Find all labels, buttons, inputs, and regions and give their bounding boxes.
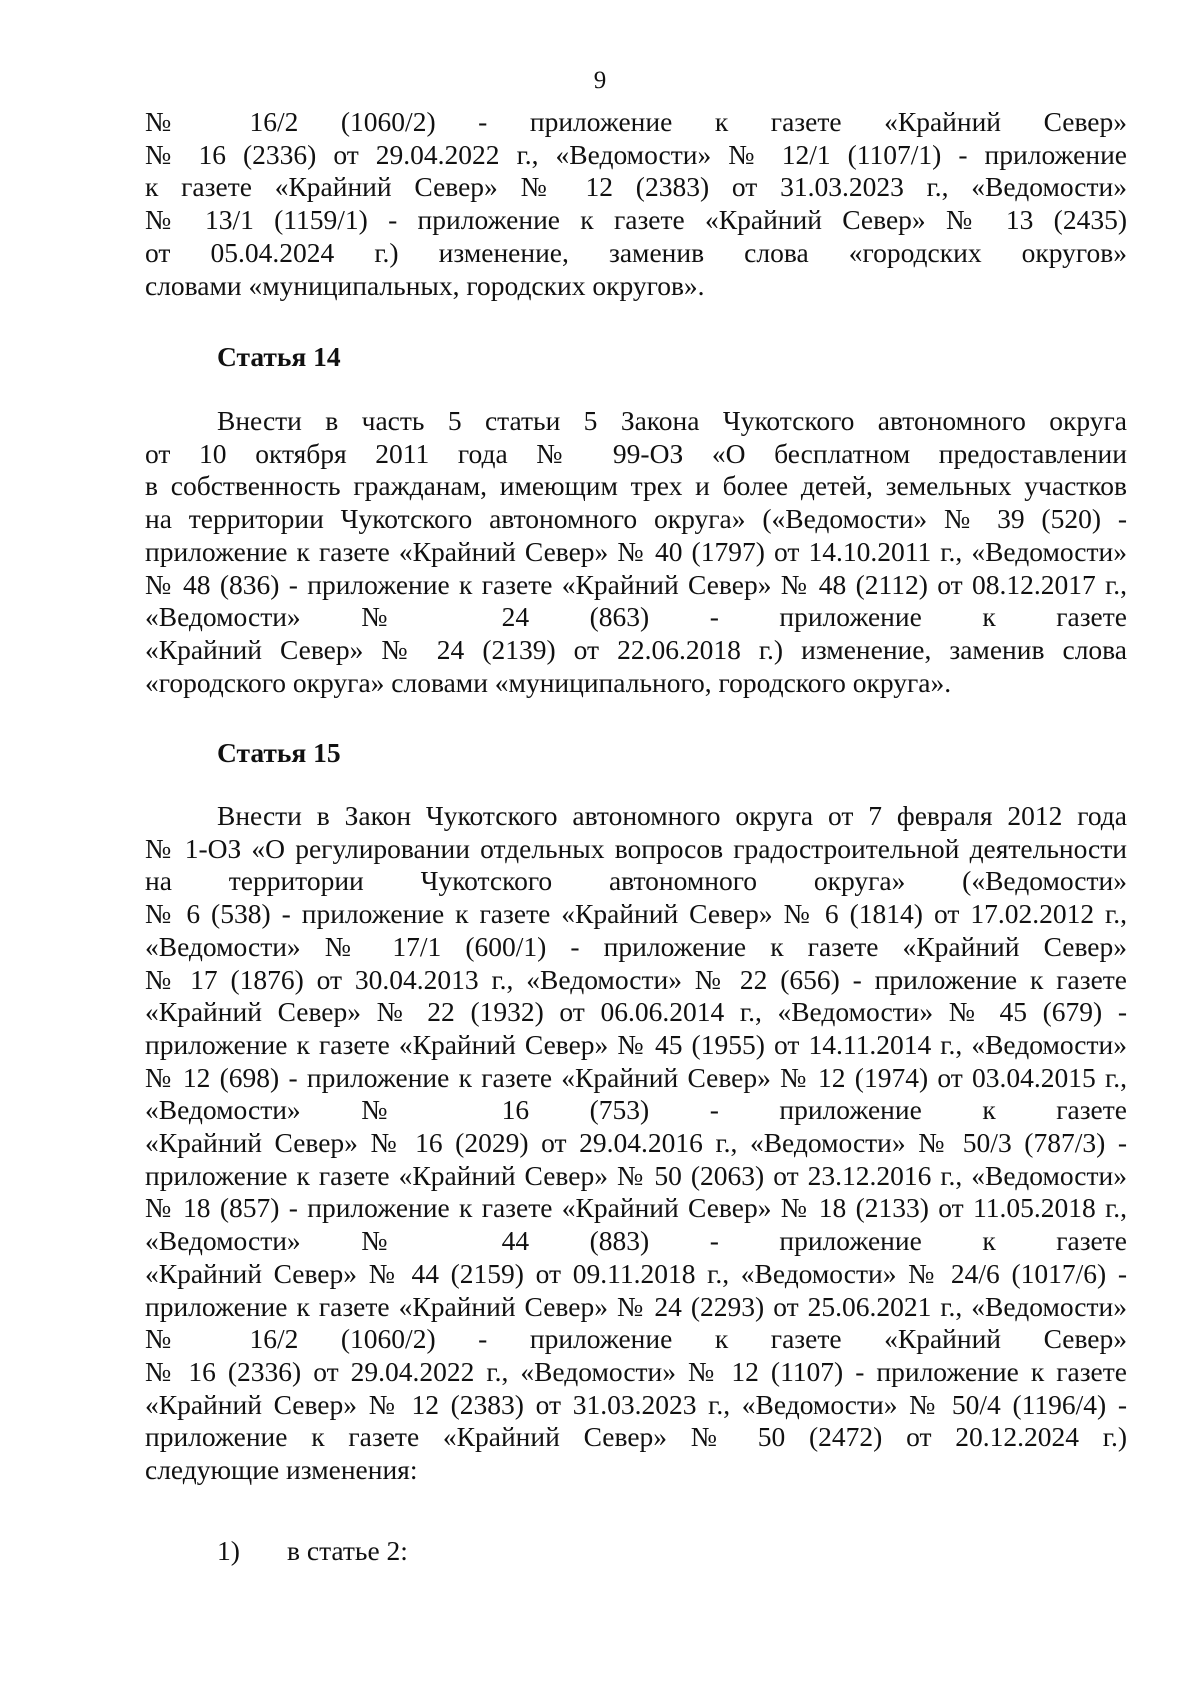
list-item <box>217 1535 408 1567</box>
page-number: 9 <box>593 67 607 94</box>
text-line: № 12 (698) - приложение к газете «Крайний Север» № 12 (1974) от 03.04.2015 г., <box>145 1061 1127 1093</box>
paragraph-text <box>145 106 1127 302</box>
text-line: Внести в Закон Чукотского автономного округа от 7 февраля 2012 года <box>217 800 1127 831</box>
article-15-heading: Статья 15 <box>217 737 341 768</box>
text-line: «Крайний Север» № 44 (2159) от 09.11.2018 г., «Ведомости» № 24/6 (1017/6) - <box>145 1257 1127 1289</box>
text-line: «городского округа» словами «муниципального, городского округа». <box>145 666 952 698</box>
text-line: Внести в часть 5 статьи 5 Закона Чукотского автономного округа <box>217 405 1127 436</box>
article-14-heading: Статья 14 <box>217 341 341 372</box>
paragraph-text <box>145 405 1127 699</box>
text-line: от 05.04.2024 г.) изменение, заменив слова «городских округов» <box>145 236 1127 268</box>
continuation-paragraph <box>145 106 1127 302</box>
text-line: «Ведомости» № 24 (863) - приложение к газете <box>145 601 1127 633</box>
text-line: «Ведомости» № 44 (883) - приложение к газете <box>145 1225 1127 1257</box>
text-line: на территории Чукотского автономного округа» («Ведомости» <box>145 865 1127 897</box>
text-line: от 10 октября 2011 года № 99-ОЗ «О бесплатном предоставлении <box>145 437 1127 469</box>
text-line: следующие изменения: <box>145 1454 418 1486</box>
text-line: приложение к газете «Крайний Север» № 45 (1955) от 14.11.2014 г., «Ведомости» <box>145 1028 1127 1060</box>
text-line: «Крайний Север» № 12 (2383) от 31.03.2023 г., «Ведомости» № 50/4 (1196/4) - <box>145 1388 1127 1420</box>
text-line: № 16 (2336) от 29.04.2022 г., «Ведомости» № 12 (1107) - приложение к газете <box>145 1355 1127 1387</box>
text-line: № 16 (2336) от 29.04.2022 г., «Ведомости» № 12/1 (1107/1) - приложение <box>145 138 1127 170</box>
text-line: № 6 (538) - приложение к газете «Крайний Север» № 6 (1814) от 17.02.2012 г., <box>145 898 1127 930</box>
text-line: приложение к газете «Крайний Север» № 50 (2063) от 23.12.2016 г., «Ведомости» <box>145 1159 1127 1191</box>
text-line: «Крайний Север» № 16 (2029) от 29.04.2016 г., «Ведомости» № 50/3 (787/3) - <box>145 1127 1127 1159</box>
text-line: «Крайний Север» № 24 (2139) от 22.06.2018 г.) изменение, заменив слова <box>145 633 1127 665</box>
text-line: «Крайний Север» № 22 (1932) от 06.06.2014 г., «Ведомости» № 45 (679) - <box>145 996 1127 1028</box>
article-15-body <box>145 800 1127 1487</box>
article-14-body <box>145 405 1127 699</box>
list-item-text: в статье 2: <box>287 1535 408 1566</box>
text-line: приложение к газете «Крайний Север» № 40 (1797) от 14.10.2011 г., «Ведомости» <box>145 535 1127 567</box>
text-line: «Ведомости» № 16 (753) - приложение к газете <box>145 1094 1127 1126</box>
text-line: к газете «Крайний Север» № 12 (2383) от 31.03.2023 г., «Ведомости» <box>145 171 1127 203</box>
text-line: № 18 (857) - приложение к газете «Крайний Север» № 18 (2133) от 11.05.2018 г., <box>145 1192 1127 1224</box>
paragraph-text <box>145 800 1127 1487</box>
text-line: словами «муниципальных, городских округов». <box>145 269 705 301</box>
text-line: № 1-ОЗ «О регулировании отдельных вопросов градостроительной деятельности <box>145 832 1127 864</box>
text-line: № 16/2 (1060/2) - приложение к газете «Крайний Север» <box>145 106 1127 137</box>
text-line: приложение к газете «Крайний Север» № 24 (2293) от 25.06.2021 г., «Ведомости» <box>145 1290 1127 1322</box>
text-line: № 48 (836) - приложение к газете «Крайний Север» № 48 (2112) от 08.12.2017 г., <box>145 568 1127 600</box>
list-item-number: 1) <box>217 1535 240 1566</box>
text-line: № 16/2 (1060/2) - приложение к газете «Крайний Север» <box>145 1323 1127 1355</box>
text-line: на территории Чукотского автономного округа» («Ведомости» № 39 (520) - <box>145 503 1127 535</box>
text-line: № 17 (1876) от 30.04.2013 г., «Ведомости» № 22 (656) - приложение к газете <box>145 963 1127 995</box>
text-line: в собственность гражданам, имеющим трех и более детей, земельных участков <box>145 470 1127 502</box>
text-line: «Ведомости» № 17/1 (600/1) - приложение к газете «Крайний Север» <box>145 930 1127 962</box>
text-line: № 13/1 (1159/1) - приложение к газете «Крайний Север» № 13 (2435) <box>145 204 1127 236</box>
text-line: приложение к газете «Крайний Север» № 50 (2472) от 20.12.2024 г.) <box>145 1421 1127 1453</box>
